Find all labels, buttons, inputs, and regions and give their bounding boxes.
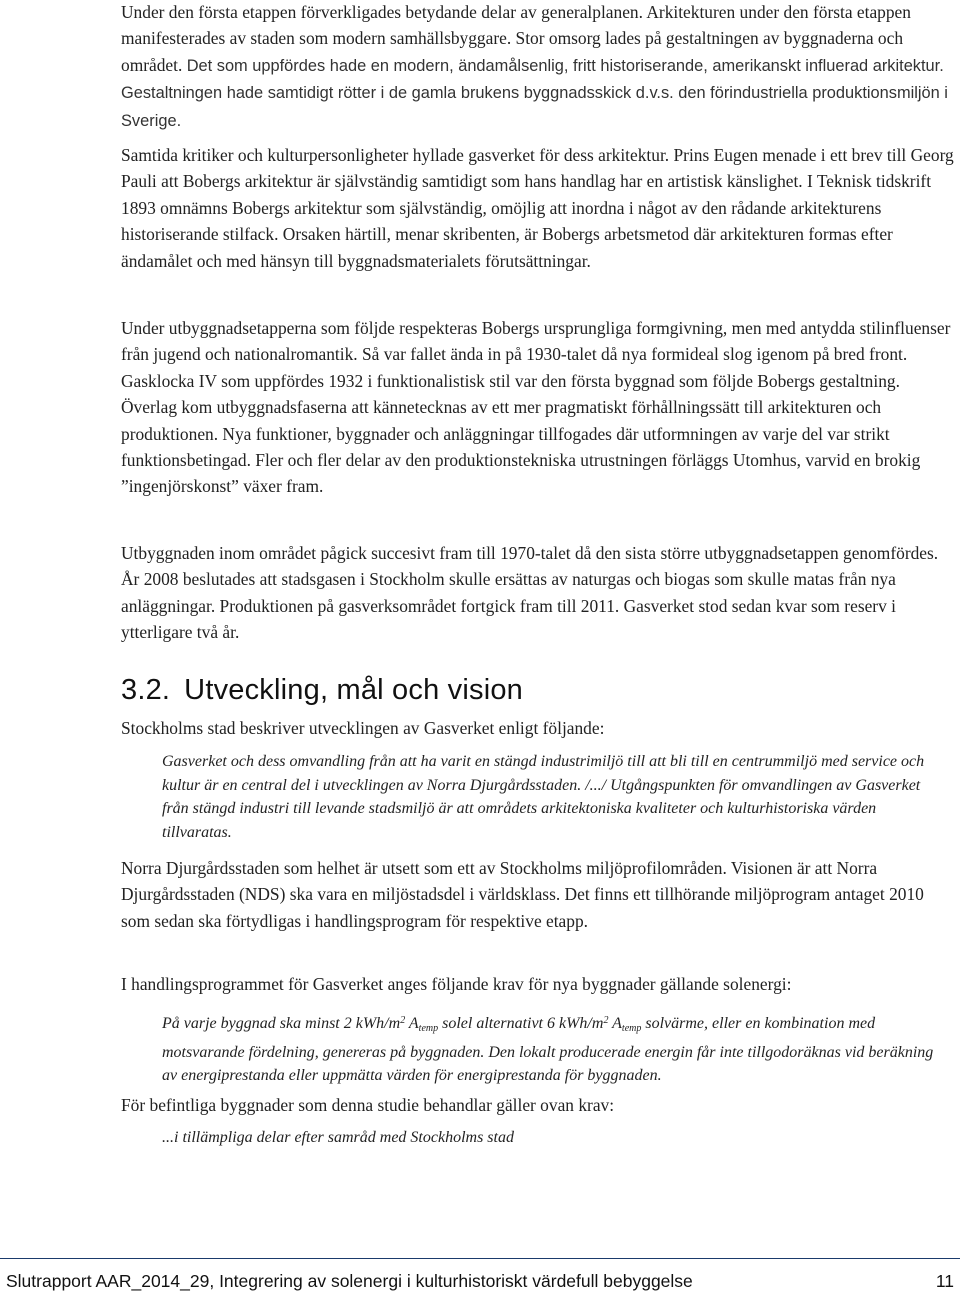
quote-2-text-a: På varje byggnad ska minst 2 kWh/m <box>162 1015 401 1032</box>
paragraph-2: Samtida kritiker och kulturpersonligheter hyllade gasverket för dess arkitektur. Prins Eugen menade i ett brev till Georg Pauli att Bobergs arkitektur är självständig samtidigt som hans handlag har en artistisk känslighet. I Teknisk tidskrift 1893 omnämns Bobergs arkitektur som självständig, omöjlig att inordna i något av den rådande arkitekturens historiserande stilfack. Orsaken härtill, menar skribenten, är Bobergs arbetsmetod där arkitekturen formas efter ändamålet och med hänsyn till byggnadsmaterialets förutsättningar. <box>121 145 954 271</box>
quote-2-text-e: solvärme, eller en kombination med motsvarande fördelning, genereras på byggnaden. Den lokalt producerade energin får inte tillgodoräknas vid beräkning av energiprestanda eller uppmätta värden för energiprestanda för byggnaden. <box>162 1015 934 1084</box>
section-heading <box>121 674 523 707</box>
quote-3: ...i tillämpliga delar efter samråd med Stockholms stad <box>162 1129 514 1146</box>
paragraph-6: I handlingsprogrammet för Gasverket anges följande krav för nya byggnader gällande solenergi: <box>121 974 792 994</box>
quote-2-text-b: A <box>405 1015 419 1032</box>
section-number: 3.2. <box>121 674 171 706</box>
quote-2-text-d: A <box>608 1015 622 1032</box>
quote-1: Gasverket och dess omvandling från att ha varit en stängd industrimiljö till att bli till en centrummiljö med service och kultur är en central del i utvecklingen av Norra Djurgårdsstaden. /.../ Utgångspunkten för omvandlingen av Gasverket från stängd industri till levande stadsmiljö är att områdets arkitektoniska kvaliteter och kulturhistoriska värden tillvaratas. <box>162 753 925 841</box>
quote-2-sub-1: temp <box>418 1023 439 1034</box>
section-title: Utveckling, mål och vision <box>184 674 523 706</box>
paragraph-5: Norra Djurgårdsstaden som helhet är utsett som ett av Stockholms miljöprofilområden. Visionen är att Norra Djurgårdsstaden (NDS) ska vara en miljöstadsdel i världsklass. Det finns ett tillhörande miljöprogram antaget 2010 som sedan ska förtydligas i handlingsprogram för respektive etapp. <box>121 858 924 931</box>
quote-2-text-c: solel alternativt 6 kWh/m <box>438 1015 604 1032</box>
quote-2-sup-1: 2 <box>400 1015 406 1026</box>
section-intro: Stockholms stad beskriver utvecklingen av Gasverket enligt följande: <box>121 718 605 738</box>
paragraph-4: Utbyggnaden inom området pågick succesivt fram till 1970-talet då den sista större utbyggnadsetappen genomfördes. År 2008 beslutades att stadsgasen i Stockholm skulle ersättas av naturgas och biogas som skulle matas från nya anläggningar. Produktionen på gasverksområdet fortgick fram till 2011. Gasverket stod sedan kvar som reserv i ytterligare två år. <box>121 543 939 643</box>
paragraph-1 <box>121 0 954 134</box>
paragraph-1-sans: Det som uppfördes hade en modern, ändamålsenlig, fritt historiserande, amerikanskt influerad arkitektur. Gestaltningen hade samtidigt rötter i de gamla brukens byggnadsskick d.v.s. den förindustriella produktionsmiljön i Sverige. <box>121 56 948 130</box>
paragraph-7: För befintliga byggnader som denna studie behandlar gäller ovan krav: <box>121 1095 615 1115</box>
quote-2-sub-2: temp <box>621 1023 642 1034</box>
footer-title: Slutrapport AAR_2014_29, Integrering av solenergi i kulturhistoriskt värdefull bebyggelse <box>6 1271 693 1291</box>
paragraph-1-serif: Under den första etappen förverkligades betydande delar av generalplanen. Arkitekturen under den första etappen manifesterades av staden som modern samhällsbyggare. Stor omsorg lades på gestaltningen av byggnaderna och området. <box>121 2 911 75</box>
quote-2-sup-2: 2 <box>603 1015 609 1026</box>
quote-2 <box>121 1009 954 1088</box>
paragraph-3: Under utbyggnadsetapperna som följde respekteras Bobergs ursprungliga formgivning, men med antydda stilinfluenser från jugend och nationalromantik. Så var fallet ända in på 1930-talet då nya formideal slog igenom på bred front. Gasklocka IV som uppfördes 1932 i funktionalistisk stil var den första byggnad som följde Bobergs gestaltning. Överlag kom utbyggnadsfaserna att kännetecknas av ett mer pragmatiskt förhållningssätt till arkitekturen och produktionen. Nya funktioner, byggnader och anläggningar tillfogades där utformningen av varje del var strikt funktionsbetingad. Fler och fler delar av den produktionstekniska utrustningen förläggs Utomhus, varvid en brokig ”ingenjörskonst” växer fram. <box>121 318 951 497</box>
page-number: 11 <box>935 1271 954 1291</box>
page-footer <box>0 1258 960 1295</box>
